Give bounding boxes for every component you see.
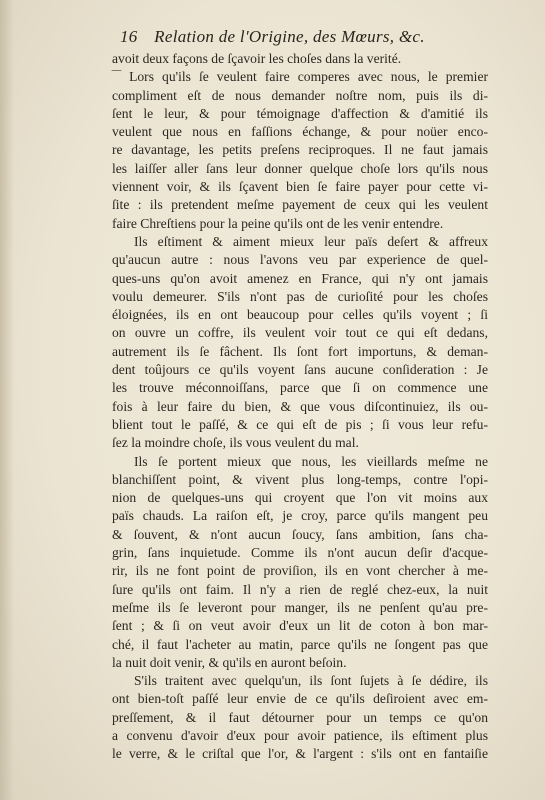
- text-line: Ils ſe portent mieux que nous, les vieillards meſme ne: [134, 453, 488, 469]
- text-line: les trouve méconnoiſſans, parce que ſi on commence une: [112, 380, 488, 396]
- text-line: la nuit doit venir, & qu'ils en auront beſoin.: [112, 654, 347, 670]
- text-line: veulent que nous en faſſions échange, & pour noüer enco-: [112, 124, 488, 140]
- text-line: avoit deux façons de ſçavoir les choſes dans la verité.: [112, 51, 402, 66]
- text-line: & ſouvent, & n'ont aucun ſoucy, ſans ambition, ſans cha-: [112, 526, 488, 542]
- text-line: faire Chreſtiens pour la peine qu'ils ont de les venir entendre.: [112, 215, 444, 231]
- text-line: ſent ; & ſi on veut avoir d'eux un lit de coton à bon mar-: [112, 618, 488, 634]
- text-line: grin, ſans inquietude. Comme ils n'ont aucun deſir d'acque-: [112, 545, 488, 561]
- text-line: païs chauds. La raiſon eſt, je croy, parce qu'ils mangent peu: [112, 508, 488, 524]
- text-line: preſſement, & il faut détourner pour un temps ce qu'on: [112, 709, 488, 725]
- text-line: ont bien-toſt paſſé leur envie de ce qu'ils deſiroient avec em-: [112, 691, 488, 707]
- text-line: rir, ils ne font point de proviſion, ils en vont chercher à me-: [112, 563, 488, 579]
- text-line: re davantage, les petits preſens reciproques. Il ne faut jamais: [112, 142, 488, 158]
- text-line: ſez la moindre choſe, ils vous veulent du mal.: [112, 435, 359, 451]
- text-line: viennent voir, & ils ſçavent bien ſe faire payer pour cette vi-: [112, 179, 488, 195]
- text-line: qu'aucun autre : nous l'avons veu par experience de quel-: [112, 252, 488, 268]
- text-line: Ils eſtiment & aiment mieux leur païs deſert & affreux: [134, 233, 488, 249]
- text-line: les laiſſer aller ſans leur donner quelque choſe lors qu'ils nous: [112, 160, 488, 176]
- text-line: autrement ils ſe fâchent. Ils ſont fort importuns, & deman-: [112, 343, 488, 359]
- body-text: [112, 50, 488, 764]
- text-line: ſite : ils pretendent meſme payement de ceux qui les veulent: [112, 197, 488, 213]
- text-line: S'ils traitent avec quelqu'un, ils ſont ſujets à ſe dédire, ils: [134, 673, 488, 689]
- text-line: a convenu d'avoir d'eux pour avoir patience, ils eſtiment plus: [112, 727, 488, 743]
- text-line: le verre, & le criſtal que l'or, & l'argent : s'ils ont en fantaiſie: [112, 746, 488, 762]
- running-header: [120, 27, 540, 47]
- text-line: éloignées, ils en ont beaucoup pour celles qu'ils voyent ; ſi: [112, 307, 488, 323]
- text-line: compliment eſt de nous demander noſtre nom, puis ils di-: [112, 87, 488, 103]
- text-line: blient tout le paſſé, & ce qui eſt de pis ; ſi vous leur refu-: [112, 416, 488, 432]
- text-line: voulu demeurer. S'ils n'ont pas de curioſité pour les choſes: [112, 288, 488, 304]
- binding-gutter-shadow: [0, 0, 14, 800]
- page-number: 16: [120, 27, 138, 46]
- text-line: dent toûjours ce qu'ils voyent ſans aucune conſideration : Je: [112, 362, 488, 378]
- text-line: fois à leur faire du bien, & que vous diſcontinuiez, ils ou-: [112, 398, 488, 414]
- text-line: ques-uns qu'on avoit amenez en France, qui n'y ont jamais: [112, 270, 488, 286]
- text-line: ſure qu'ils ont faim. Il n'y a rien de reglé chez-eux, la nuit: [112, 581, 488, 597]
- text-line: ſent le leur, & pour témoignage d'affection & d'amitié ils: [112, 105, 488, 121]
- text-line: on ouvre un coffre, ils veulent voir tout ce qui eſt dedans,: [112, 325, 488, 341]
- text-line: ché, il faut l'acheter au matin, parce qu'ils ne ſongent pas que: [112, 636, 488, 652]
- text-line: ‾‾ Lors qu'ils ſe veulent faire comperes avec nous, le premier: [112, 69, 488, 85]
- text-line: nion de quelques-uns qui croyent que l'on vit moins aux: [112, 490, 488, 506]
- text-line: blanchiſſent point, & vivent plus long-temps, contre l'opi-: [112, 471, 488, 487]
- running-title: Relation de l'Origine, des Mœurs, &c.: [154, 27, 425, 46]
- text-line: meſme ils ſe leveront pour manger, ils ne penſent qu'au pre-: [112, 599, 488, 615]
